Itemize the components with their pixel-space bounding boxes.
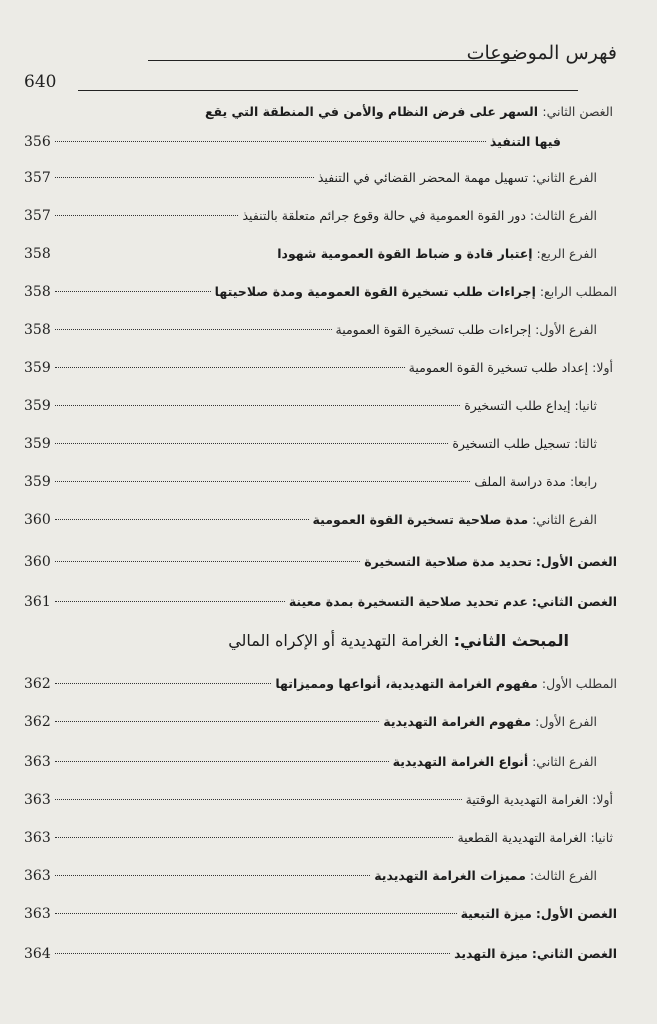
dot-leader — [55, 329, 332, 330]
toc-page-number: 356 — [24, 134, 51, 150]
toc-entry[interactable] — [24, 282, 617, 302]
dot-leader — [55, 953, 450, 954]
toc-page-number: 363 — [24, 868, 51, 884]
toc-entry[interactable] — [24, 358, 613, 378]
toc-entry[interactable] — [24, 828, 613, 848]
dot-leader — [55, 913, 457, 914]
toc-entry[interactable] — [24, 132, 561, 152]
toc-entry-label: ثانيا: — [574, 398, 597, 413]
toc-entry[interactable] — [24, 904, 617, 924]
toc-entry-label: الفرع الثاني: — [532, 170, 597, 185]
toc-entry-wrapped-line1 — [205, 104, 613, 119]
toc-entry-label: الفرع الأول: — [535, 714, 597, 729]
toc-entry-title: تسهيل مهمة المحضر القضائي في التنفيذ — [317, 170, 529, 185]
dot-leader — [55, 405, 460, 406]
toc-entry-label: المطلب الرابع: — [539, 284, 617, 299]
toc-entry[interactable] — [24, 552, 617, 572]
toc-page-number: 359 — [24, 360, 51, 376]
toc-entry-title: مميزات الغرامة التهديدية — [374, 868, 526, 883]
dot-leader — [55, 837, 454, 838]
toc-page-number: 363 — [24, 792, 51, 808]
page-number: 640 — [24, 72, 57, 92]
toc-entry-title: عدم تحديد صلاحية التسخيرة بمدة معينة — [288, 594, 528, 609]
toc-entry[interactable] — [24, 712, 597, 732]
toc-entry-label: الفرع الثالث: — [529, 868, 597, 883]
toc-entry-label: أولا: — [592, 360, 613, 375]
toc-entry-label: الفرع الثاني: — [532, 512, 597, 527]
toc-entry[interactable] — [24, 206, 597, 226]
toc-entry-title: مدة صلاحية تسخيرة القوة العمومية — [312, 512, 529, 527]
toc-page-number: 358 — [24, 284, 51, 300]
toc-entry[interactable] — [24, 592, 617, 612]
toc-entry-label: الغصن الثاني: — [531, 594, 617, 609]
dot-leader — [55, 761, 389, 762]
toc-entry[interactable] — [24, 320, 597, 340]
toc-page-number: 360 — [24, 554, 51, 570]
toc-entry-label: الفرع الثالث: — [529, 208, 597, 223]
toc-entry-title-line1: السهر على فرض النظام والأمن في المنطقة التي يقع — [204, 104, 539, 119]
dot-leader — [55, 291, 211, 292]
toc-page-number: 358 — [24, 322, 51, 338]
toc-page-number: 359 — [24, 398, 51, 414]
dot-leader — [55, 601, 285, 602]
toc-page-number: 360 — [24, 512, 51, 528]
dot-leader — [55, 177, 314, 178]
section-heading-label: المبحث الثاني: — [453, 631, 569, 650]
toc-page-number: 357 — [24, 170, 51, 186]
section-heading — [228, 630, 569, 652]
header-title: فهرس الموضوعات — [466, 42, 617, 64]
toc-entry[interactable] — [24, 168, 597, 188]
toc-entry-label: الفرع الثاني: — [532, 754, 597, 769]
toc-entry-title: مدة دراسة الملف — [474, 474, 566, 489]
toc-entry[interactable] — [24, 752, 597, 772]
toc-page-number: 359 — [24, 436, 51, 452]
toc-entry-title-line2: فيها التنفيذ — [489, 134, 561, 149]
toc-entry[interactable] — [24, 674, 617, 694]
dot-leader — [55, 141, 486, 142]
toc-entry-title: تسجيل طلب التسخيرة — [452, 436, 571, 451]
toc-entry-title: إعداد طلب تسخيرة القوة العمومية — [408, 360, 589, 375]
toc-page-number: 361 — [24, 594, 51, 610]
toc-entry-title: إعتبار قادة و ضباط القوة العمومية شهودا — [277, 246, 533, 261]
toc-entry-title: ميزة التبعية — [460, 906, 532, 921]
section-heading-title: الغرامة التهديدية أو الإكراه المالي — [228, 631, 449, 650]
toc-page-number: 363 — [24, 754, 51, 770]
toc-page-number: 358 — [24, 246, 51, 262]
toc-entry[interactable] — [24, 866, 597, 886]
toc-entry-label: الغصن الأول: — [535, 554, 617, 569]
toc-entry-label: ثانيا: — [590, 830, 613, 845]
toc-entry-title: تحديد مدة صلاحية التسخيرة — [364, 554, 532, 569]
toc-entry-title: دور القوة العمومية في حالة وقوع جرائم متعلقة بالتنفيذ — [242, 208, 526, 223]
dot-leader — [55, 875, 370, 876]
toc-entry-label: الفرع الأول: — [535, 322, 597, 337]
toc-entry-title: إجراءات طلب تسخيرة القوة العمومية ومدة صلاحيتها — [214, 284, 536, 299]
toc-entry-title: أنواع الغرامة التهديدية — [392, 754, 529, 769]
toc-page-number: 364 — [24, 946, 51, 962]
toc-page-number: 357 — [24, 208, 51, 224]
toc-entry[interactable] — [24, 244, 597, 264]
toc-page-number: 363 — [24, 906, 51, 922]
toc-entry[interactable] — [24, 472, 597, 492]
dot-leader — [55, 799, 462, 800]
toc-entry-title: الغرامة التهديدية القطعية — [457, 830, 587, 845]
dot-leader — [55, 443, 449, 444]
toc-page-number: 359 — [24, 474, 51, 490]
toc-entry-label: الغصن الثاني: — [531, 946, 617, 961]
toc-entry[interactable] — [24, 434, 597, 454]
toc-entry-label: الفرع الربع: — [536, 246, 597, 261]
toc-entry-title: مفهوم الغرامة التهديدية، أنواعها ومميزاتها — [275, 676, 538, 691]
toc-entry-title: ميزة التهديد — [454, 946, 528, 961]
toc-entry[interactable] — [24, 944, 617, 964]
toc-entry[interactable] — [24, 790, 613, 810]
toc-entry-label: الغصن الثاني: — [542, 104, 613, 119]
dot-leader — [55, 215, 239, 216]
toc-entry-label: أولا: — [592, 792, 613, 807]
toc-page-number: 362 — [24, 714, 51, 730]
toc-entry-label: المطلب الأول: — [541, 676, 617, 691]
toc-entry-title: مفهوم الغرامة التهديدية — [383, 714, 532, 729]
toc-entry-label: الغصن الأول: — [535, 906, 617, 921]
toc-entry-title: إيداع طلب التسخيرة — [464, 398, 571, 413]
toc-entry[interactable] — [24, 396, 597, 416]
toc-entry-label: ثالثا: — [574, 436, 597, 451]
toc-entry-label: رابعا: — [569, 474, 597, 489]
toc-entry-title: إجراءات طلب تسخيرة القوة العمومية — [335, 322, 532, 337]
dot-leader — [55, 683, 272, 684]
dot-leader — [55, 561, 361, 562]
dot-leader — [55, 519, 309, 520]
toc-entry[interactable] — [24, 510, 597, 530]
toc-page-number: 362 — [24, 676, 51, 692]
dot-leader — [55, 481, 471, 482]
dot-leader — [55, 721, 380, 722]
toc-entry-title: الغرامة التهديدية الوقتية — [465, 792, 589, 807]
dot-leader — [55, 367, 405, 368]
toc-page-number: 363 — [24, 830, 51, 846]
